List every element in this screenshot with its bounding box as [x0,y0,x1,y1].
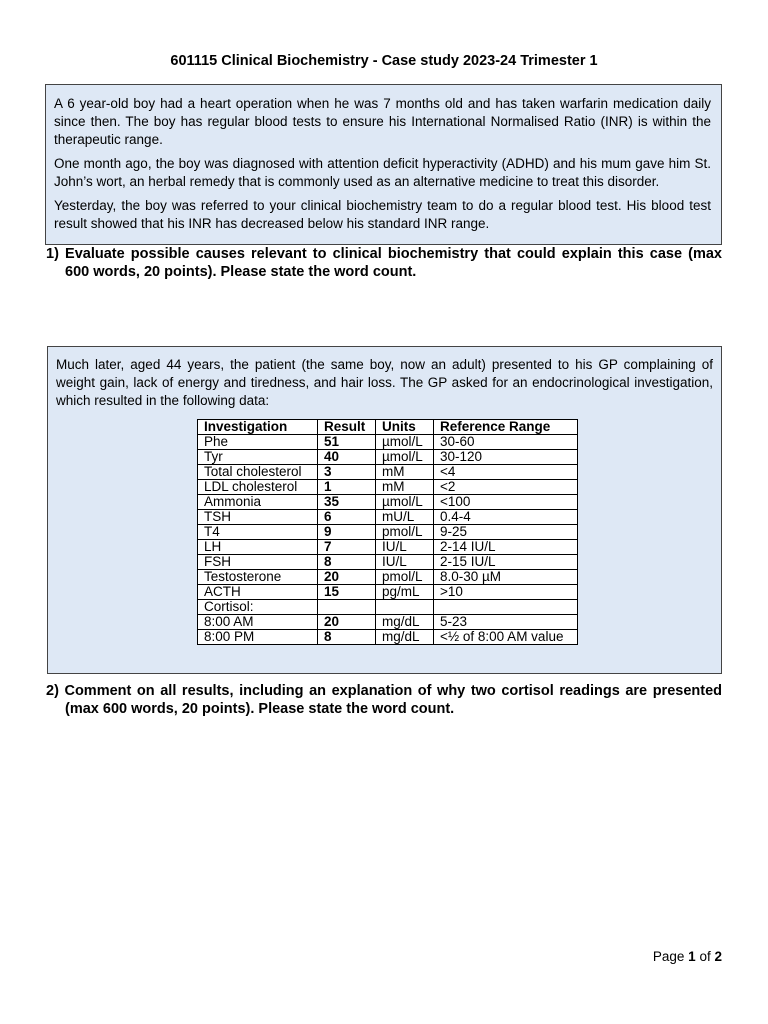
followup-intro: Much later, aged 44 years, the patient (the same boy, now an adult) presented to his GP complaining of weight gain, lack of energy and tiredness, and hair loss. The GP asked for an endocrinological investigation, which resulted in the following data: [56,357,713,408]
cell-units: IU/L [376,540,434,555]
cell-investigation: FSH [198,555,318,570]
cell-result: 51 [318,435,376,450]
cell-result: 9 [318,525,376,540]
table-row [198,630,578,645]
cell-result: 15 [318,585,376,600]
cell-units: mU/L [376,510,434,525]
cell-reference-range: <2 [434,480,578,495]
cell-investigation: Phe [198,435,318,450]
cell-units: µmol/L [376,450,434,465]
cell-investigation: LDL cholesterol [198,480,318,495]
case-paragraph-3: Yesterday, the boy was referred to your clinical biochemistry team to do a regular blood test. His blood test result showed that his INR has decreased below his standard INR range. [54,198,711,231]
table-row [198,570,578,585]
table-row [198,495,578,510]
table-row [198,615,578,630]
case-description-box [45,84,722,245]
cell-result: 8 [318,630,376,645]
header-units: Units [376,420,434,435]
table-row [198,555,578,570]
cell-units: µmol/L [376,495,434,510]
cell-result: 40 [318,450,376,465]
table-row [198,465,578,480]
cell-result: 3 [318,465,376,480]
cell-units: mg/dL [376,630,434,645]
cell-result: 35 [318,495,376,510]
cell-reference-range: 8.0-30 µM [434,570,578,585]
cell-units: pg/mL [376,585,434,600]
cell-reference-range: <4 [434,465,578,480]
cell-investigation: 8:00 AM [198,615,318,630]
page-current: 1 [688,949,696,964]
header-reference-range: Reference Range [434,420,578,435]
cell-units: mg/dL [376,615,434,630]
cell-reference-range: 9-25 [434,525,578,540]
cell-reference-range: 2-15 IU/L [434,555,578,570]
cell-investigation: Tyr [198,450,318,465]
cell-result: 20 [318,570,376,585]
cell-result: 7 [318,540,376,555]
cell-result: 6 [318,510,376,525]
cell-units: mM [376,465,434,480]
cell-result: 1 [318,480,376,495]
cell-reference-range: >10 [434,585,578,600]
cell-investigation: Cortisol: [198,600,318,615]
cell-reference-range: 0.4-4 [434,510,578,525]
table-row [198,525,578,540]
cell-reference-range: <100 [434,495,578,510]
cell-result: 20 [318,615,376,630]
cell-investigation: 8:00 PM [198,630,318,645]
cell-investigation: ACTH [198,585,318,600]
case-paragraph-1: A 6 year-old boy had a heart operation when he was 7 months old and has taken warfarin medication daily since then. The boy has regular blood tests to ensure his International Normalised Ratio (INR) is within the therapeutic range. [54,96,711,147]
cell-investigation: T4 [198,525,318,540]
table-row [198,510,578,525]
cell-units [376,600,434,615]
page-number [653,948,722,966]
cell-reference-range: 30-60 [434,435,578,450]
table-header-row [198,420,578,435]
results-table-body [198,435,578,645]
table-row [198,540,578,555]
table-row [198,600,578,615]
question-2: 2) Comment on all results, including an explanation of why two cortisol readings are presented (max 600 words, 20 points). Please state the word count. [46,683,722,717]
table-row [198,435,578,450]
table-row [198,585,578,600]
table-row [198,450,578,465]
page-of: of [699,949,711,964]
cell-units: pmol/L [376,570,434,585]
cell-reference-range: 2-14 IU/L [434,540,578,555]
followup-case-box [47,346,722,674]
case-paragraph-2: One month ago, the boy was diagnosed with attention deficit hyperactivity (ADHD) and his mum gave him St. John’s wort, an herbal remedy that is commonly used as an alternative medicine to treat this disorder. [54,156,711,189]
header-investigation: Investigation [198,420,318,435]
cell-investigation: Total cholesterol [198,465,318,480]
cell-result: 8 [318,555,376,570]
cell-units: IU/L [376,555,434,570]
page-label: Page [652,949,685,964]
cell-units: pmol/L [376,525,434,540]
cell-investigation: LH [198,540,318,555]
cell-reference-range: <½ of 8:00 AM value [434,630,578,645]
header-result: Result [318,420,376,435]
cell-reference-range [434,600,578,615]
cell-units: mM [376,480,434,495]
cell-units: µmol/L [376,435,434,450]
question-1: 1) Evaluate possible causes relevant to clinical biochemistry that could explain this case (max 600 words, 20 points). Please state the word count. [46,246,722,280]
page-total: 2 [714,949,722,964]
cell-result [318,600,376,615]
table-row [198,480,578,495]
results-table [197,419,578,645]
cell-reference-range: 5-23 [434,615,578,630]
document-title: 601115 Clinical Biochemistry - Case study 2023-24 Trimester 1 [170,53,598,69]
cell-investigation: Testosterone [198,570,318,585]
cell-reference-range: 30-120 [434,450,578,465]
cell-investigation: Ammonia [198,495,318,510]
cell-investigation: TSH [198,510,318,525]
